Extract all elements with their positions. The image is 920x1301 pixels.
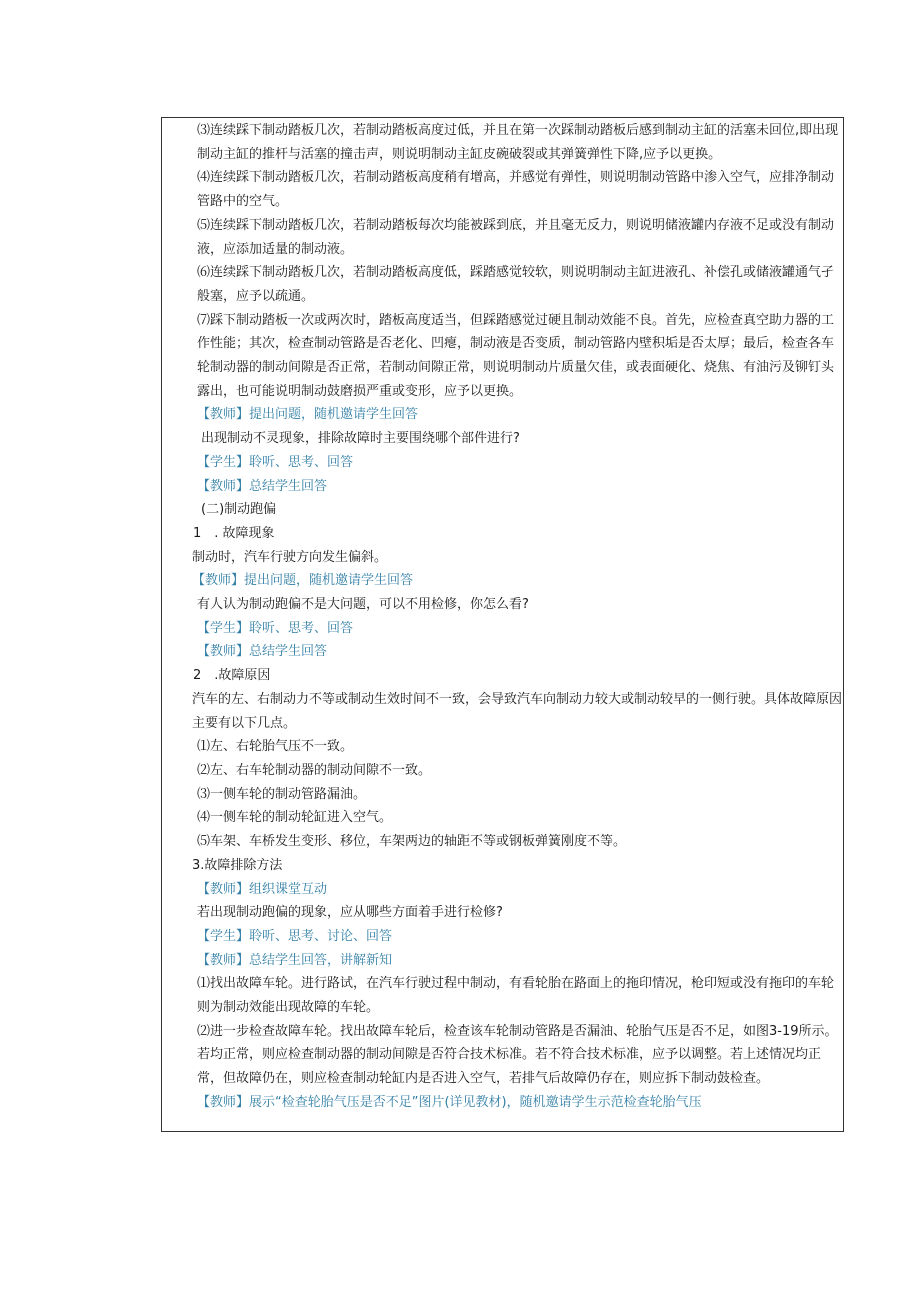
text-line: ⑶连续踩下制动踏板几次，若制动踏板高度过低，并且在第一次踩制动踏板后感到制动主缸的活塞未回位,即出现制动主缸的推杆与活塞的撞击声，则说明制动主缸皮碗破裂或其弹簧弹性下降,应予以更换。	[197, 123, 839, 162]
list-item: ⑴左、右轮胎气压不一致。	[197, 739, 354, 755]
text-line: ⑷连续踩下制动踏板几次，若制动踏板高度稍有增高，并感觉有弹性，则说明制动管路中渗入空气，应排净制动管路中的空气。	[197, 170, 835, 210]
student-prompt: 【学生】聆听、思考、回答	[197, 454, 354, 470]
section-heading: (二)制动跑偏	[201, 502, 277, 518]
text-line: ⑹连续踩下制动踏板几次，若制动踏板高度低，踩踏感觉较软，则说明制动主缸进液孔、补偿孔或储液罐通气孑般塞，应予以疏通。	[197, 265, 835, 304]
subsection-heading: 2 .故障原因	[193, 668, 271, 684]
list-item: ⑷一侧车轮的制动轮缸进入空气。	[197, 810, 393, 826]
teacher-prompt: 【教师】组织课堂互动	[197, 881, 328, 897]
subsection-heading: 1 . 故障现象	[193, 525, 275, 541]
question-text: 出现制动不灵现象，排除故障时主要围绕哪个部件进行?	[201, 431, 520, 447]
text-line: 汽车的左、右制动力不等或制动生效时间不一致，会导致汽车向制动力较大或制动较早的一侧行驶。具体故障原因主要有以下几点。	[192, 691, 843, 731]
teacher-prompt: 【教师】总结学生回答	[197, 644, 328, 660]
text-line: ⑸连续踩下制动踏板几次，若制动踏板每次均能被踩到底，并且毫无反力，则说明储液罐内存液不足或没有制动液，应添加适量的制动液。	[197, 217, 835, 257]
list-item: ⑸车架、车桥发生变形、移位，车架两边的轴距不等或钢板弹簧刚度不等。	[197, 834, 627, 850]
text-line: ⑺踩下制动踏板一次或两次时，踏板高度适当，但踩踏感觉过硬且制动效能不良。首先，应检查真空助力器的工作性能；其次，检查制动管路是否老化、凹瘪，制动液是否变质，制动管路内壁积垢是否太厚；最后，检查各车轮制动器的制动间隙是否正常，若制动间隙正常，则说明制动片质量欠佳，或表面硬化、烧焦、有油污及铆钉头露出，也可能说明制动鼓磨损严重或变形，应予以更换。	[197, 312, 835, 399]
question-text: 有人认为制动跑偏不是大问题，可以不用检修，你怎么看?	[197, 597, 529, 613]
list-item: ⑴找出故障车轮。进行路试，在汽车行驶过程中制动，有看轮胎在路面上的拖印情况，枪印短或没有拖印的车轮则为制动效能出现故障的车轮。	[197, 976, 835, 1016]
question-text: 若出现制动跑偏的现象，应从哪些方面着手进行检修?	[197, 905, 503, 921]
student-prompt: 【学生】聆听、思考、讨论、回答	[197, 928, 393, 944]
subsection-heading: 3.故障排除方法	[192, 857, 283, 873]
teacher-prompt: 【教师】总结学生回答	[197, 478, 328, 494]
text-line: 制动时，汽车行驶方向发生偏斜。	[192, 549, 388, 565]
list-item: ⑶一侧车轮的制动管路漏油。	[197, 786, 367, 802]
teacher-prompt: 【教师】总结学生回答，讲解新知	[197, 952, 393, 968]
list-item: ⑵进一步检查故障车轮。找出故障车轮后，检查该车轮制动管路是否漏油、轮胎气压是否不足，如图3-19所示。若均正常，则应检查制动器的制动间隙是否符合技术标准。若不符合技术标准，应予以调整。若上述情况均正常，但故障仍在，则应检查制动轮缸内是否进入空气，若排气后故障仍存在，则应拆下制动鼓检查。	[197, 1023, 838, 1087]
teacher-prompt: 【教师】提出问题，随机邀请学生回答	[192, 573, 414, 589]
teacher-prompt: 【教师】提出问题，随机邀请学生回答	[197, 407, 419, 423]
teacher-prompt: 【教师】展示“检查轮胎气压是否不足”图片(详见教材)，随机邀请学生示范检查轮胎气压	[197, 1094, 702, 1110]
lesson-content	[164, 119, 844, 1115]
student-prompt: 【学生】聆听、思考、回答	[197, 620, 354, 636]
list-item: ⑵左、右车轮制动器的制动间隙不一致。	[197, 762, 432, 778]
